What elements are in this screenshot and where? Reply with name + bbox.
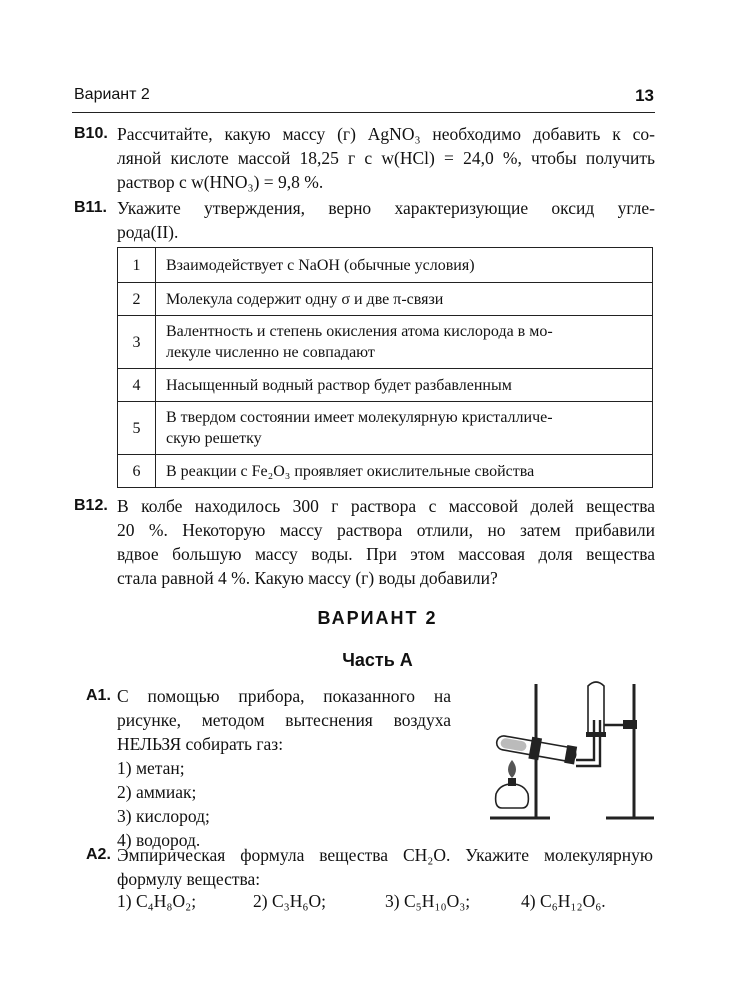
- statement-number: 2: [118, 283, 156, 316]
- table-row: [118, 248, 653, 283]
- question-text-line: стала равной 4 %. Какую массу (г) воды добавили?: [117, 568, 498, 588]
- statements-table: [117, 247, 653, 488]
- question-text-line: В колбе находилось 300 г раствора с массовой долей вещества: [117, 496, 655, 516]
- question-number: B10.: [74, 125, 108, 142]
- question-number: A1.: [86, 687, 111, 704]
- question-text-line: Рассчитайте, какую массу (г) AgNO₃ необходимо добавить к со-: [117, 124, 655, 144]
- statement-number: 3: [118, 316, 156, 369]
- part-title: Часть А: [342, 650, 413, 670]
- question-text-line: 20 %. Некоторую массу раствора отлили, но затем прибавили: [117, 520, 655, 540]
- question-text-line: ляной кислоте массой 18,25 г с w(HCl) = 24,0 %, чтобы получить: [117, 148, 655, 168]
- statement-number: 1: [118, 248, 156, 283]
- answer-option: 2) C₃H₆O;: [253, 891, 326, 911]
- question-text-line: Эмпирическая формула вещества CH₂O. Укажите молекулярную: [117, 845, 653, 865]
- question-number: B12.: [74, 497, 108, 514]
- question-text-line: С помощью прибора, показанного на: [117, 686, 451, 706]
- answer-option: 1) C₄H₈O₂;: [117, 891, 197, 911]
- question-text-line: НЕЛЬЗЯ собирать газ:: [117, 734, 284, 754]
- table-row: [118, 455, 653, 488]
- question-text-line: раствор с w(HNO₃) = 9,8 %.: [117, 172, 324, 192]
- statement-text: Валентность и степень окисления атома кислорода в мо- лекуле численно не совпадают: [156, 316, 653, 369]
- header-variant-label: Вариант 2: [74, 86, 150, 103]
- table-row: [118, 316, 653, 369]
- answer-option: 3) C₅H₁₀O₃;: [385, 891, 471, 911]
- variant-title: ВАРИАНТ 2: [317, 608, 438, 628]
- answer-option: 1) метан;: [117, 758, 185, 778]
- question-text-line: Укажите утверждения, верно характеризующие оксид угле-: [117, 198, 655, 218]
- gas-collection-apparatus-figure: [488, 680, 658, 828]
- question-number: B11.: [74, 199, 107, 216]
- page-header: [74, 86, 654, 108]
- statement-text: Насыщенный водный раствор будет разбавленным: [156, 369, 653, 402]
- table-row: [118, 369, 653, 402]
- statement-text: В реакции с Fe₂O₃ проявляет окислительные свойства: [156, 455, 653, 488]
- question-text-line: рисунке, методом вытеснения воздуха: [117, 710, 451, 730]
- statement-number: 5: [118, 402, 156, 455]
- statement-text: Молекула содержит одну σ и две π-связи: [156, 283, 653, 316]
- question-text-line: формулу вещества:: [117, 869, 261, 889]
- table-row: [118, 402, 653, 455]
- answer-option: 4) водород.: [117, 830, 201, 850]
- statement-number: 6: [118, 455, 156, 488]
- header-divider: [72, 112, 655, 113]
- answer-option: 3) кислород;: [117, 806, 210, 826]
- table-row: [118, 283, 653, 316]
- statement-text: Взаимодействует с NaOH (обычные условия): [156, 248, 653, 283]
- question-number: A2.: [86, 846, 111, 863]
- question-text-line: рода(II).: [117, 222, 179, 242]
- answer-option: 4) C₆H₁₂O₆.: [521, 891, 606, 911]
- answer-option: 2) аммиак;: [117, 782, 197, 802]
- statement-text: В твердом состоянии имеет молекулярную кристалличе- скую решетку: [156, 402, 653, 455]
- statement-number: 4: [118, 369, 156, 402]
- question-text-line: вдвое большую массу воды. При этом массовая доля вещества: [117, 544, 655, 564]
- page-number: 13: [635, 86, 654, 105]
